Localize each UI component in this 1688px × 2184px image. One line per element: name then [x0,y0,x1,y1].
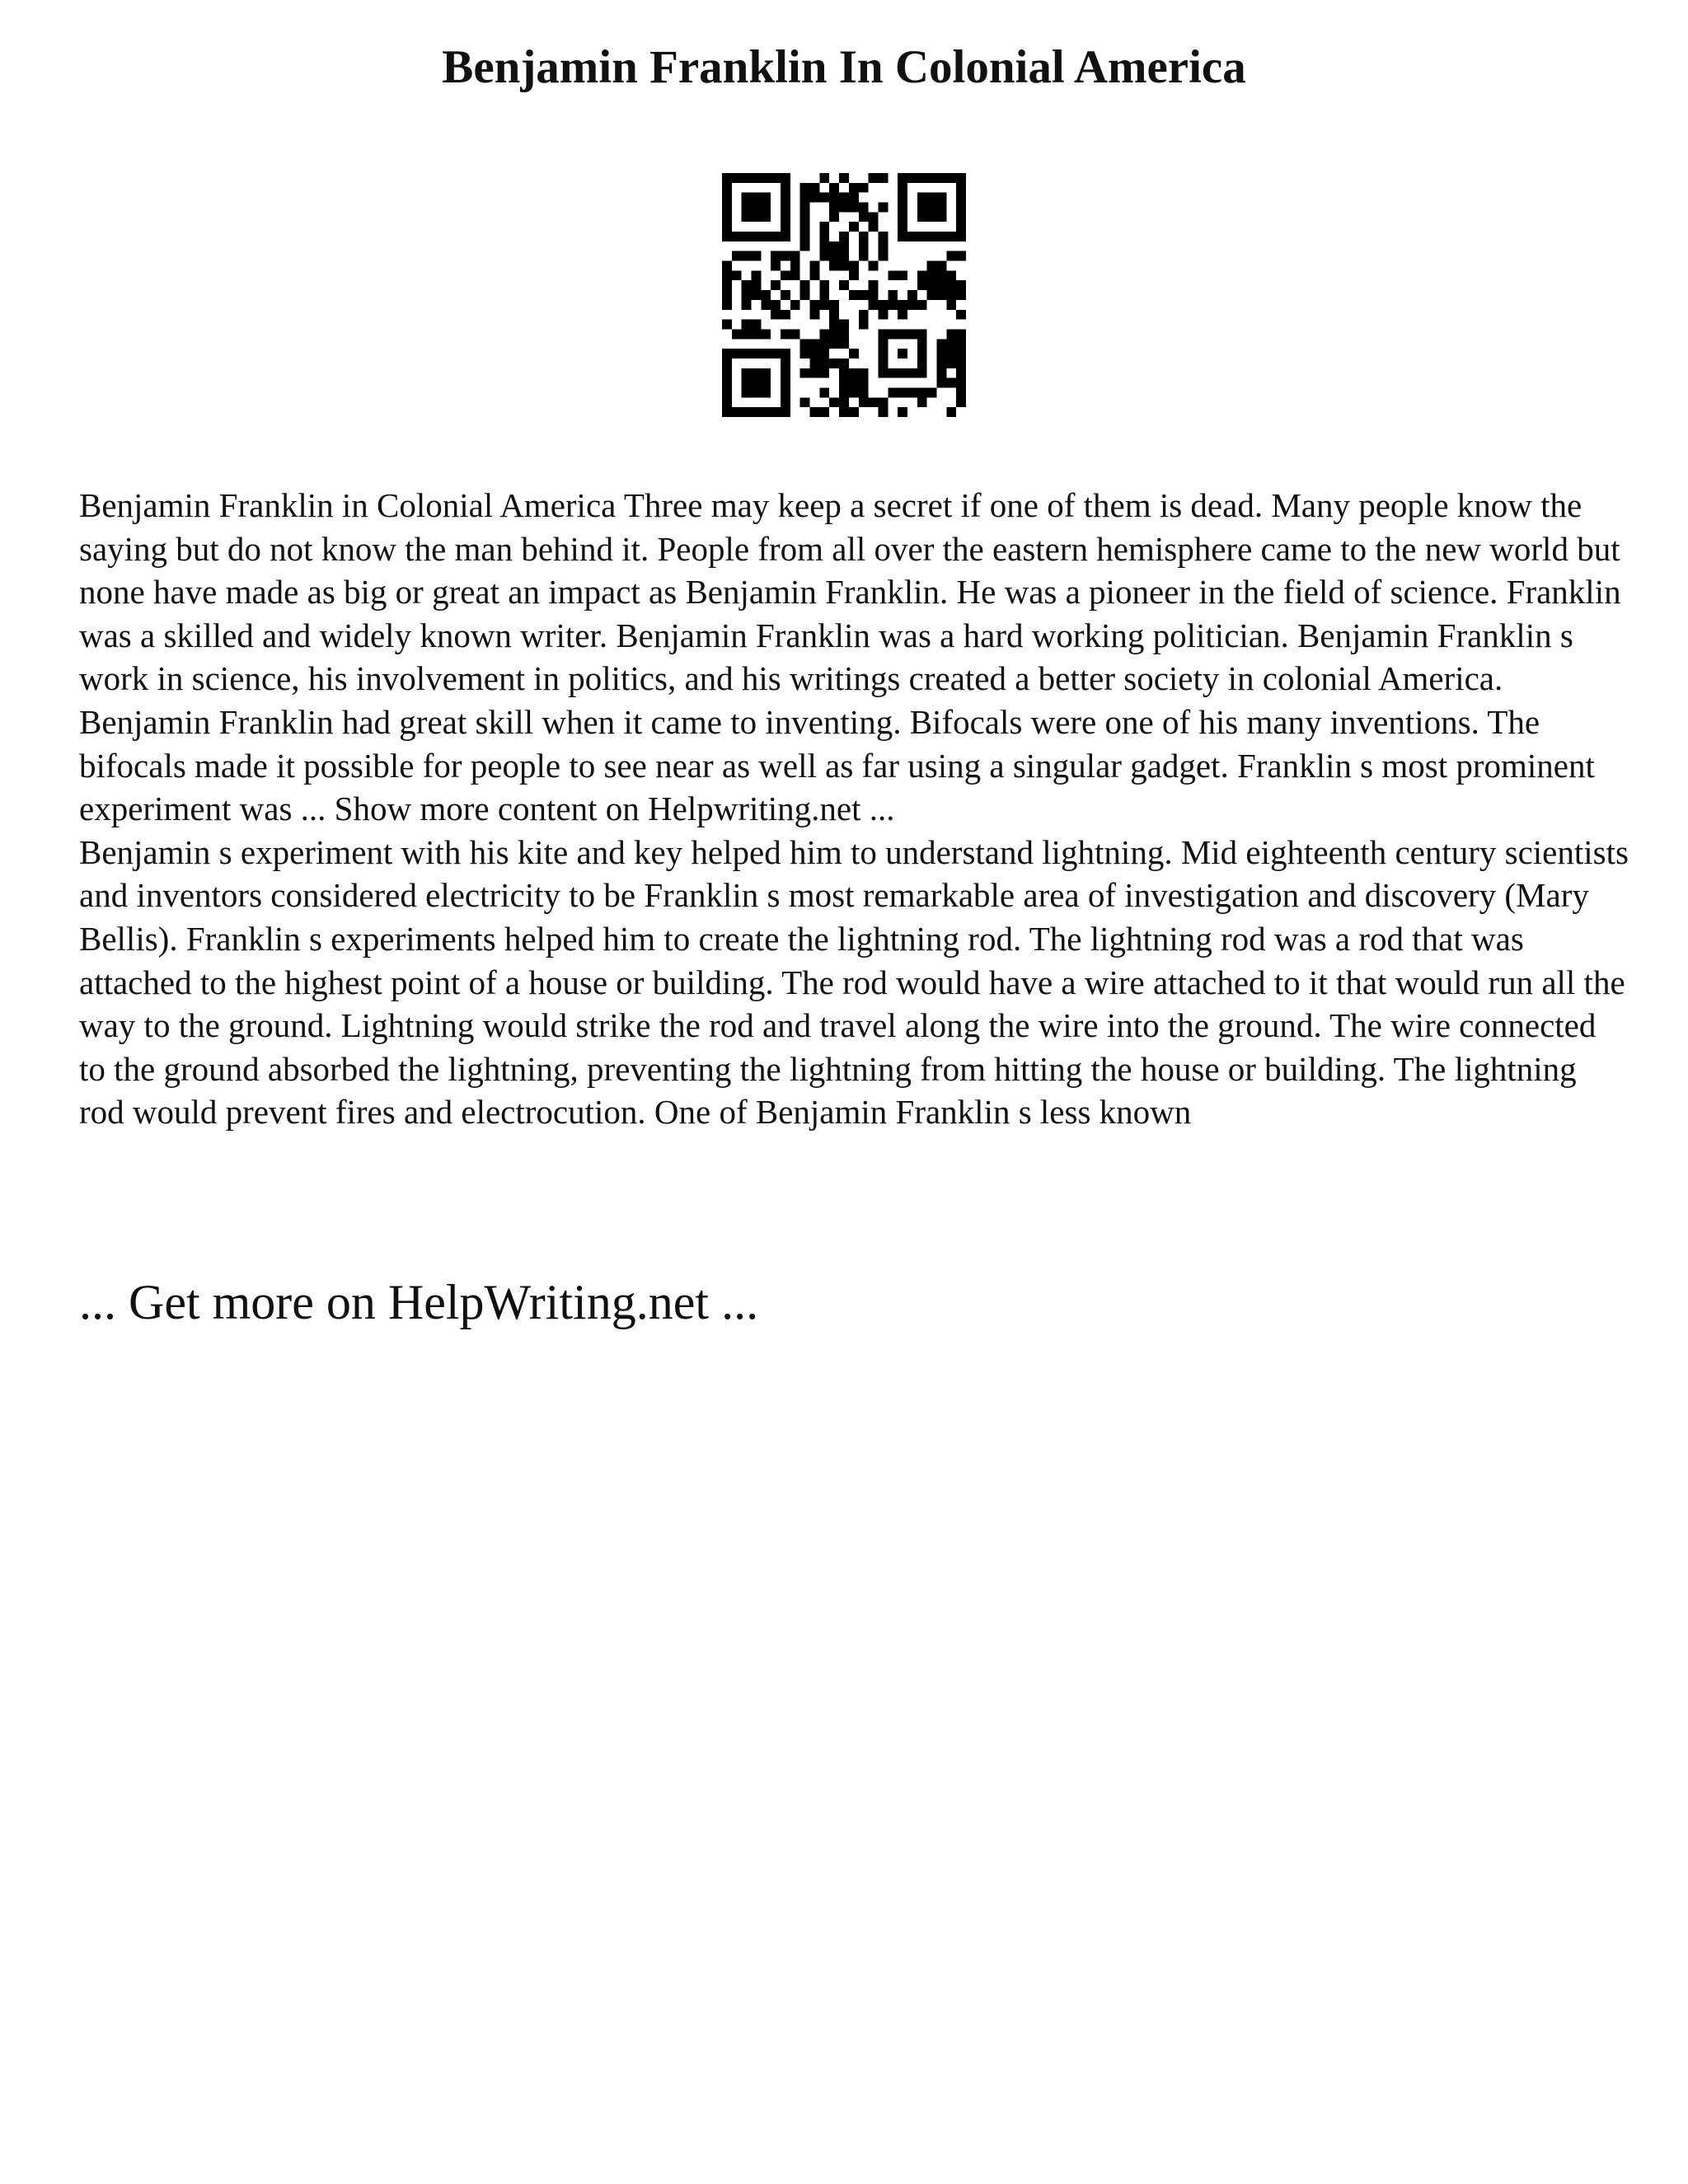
paragraph-1: Benjamin Franklin in Colonial America Three may keep a secret if one of them is dead. Many people know the saying but do not know the man behind it. People from all over the eastern hemisphere came to the new world but none have made as big or great an impact as Benjamin Franklin. He was a pioneer in the field of science. Franklin was a skilled and widely known writer. Benjamin Franklin was a hard working politician. Benjamin Franklin s work in science, his involvement in politics, and his writings created a better society in colonial America. Benjamin Franklin had great skill when it came to inventing. Bifocals were one of his many inventions. The bifocals made it possible for people to see near as well as far using a singular gadget. Franklin s most prominent experiment was ... Show more content on Helpwriting.net ... [79,486,1621,828]
get-more-link[interactable]: ... Get more on HelpWriting.net ... [79,1275,759,1329]
qr-code-icon [722,173,966,417]
body-text [79,484,1629,1134]
page-title: Benjamin Franklin In Colonial America [442,41,1246,93]
paragraph-2: Benjamin s experiment with his kite and key helped him to understand lightning. Mid eighteenth century scientists and inventors considered electricity to be Franklin s most remarkable area of investigation and discovery (Mary Bellis). Franklin s experiments helped him to create the lightning rod. The lightning rod was a rod that was attached to the highest point of a house or building. The rod would have a wire attached to it that would run all the way to the ground. Lightning would strike the rod and travel along the wire into the ground. The wire connected to the ground absorbed the lightning, preventing the lightning from hitting the house or building. The lightning rod would prevent fires and electrocution. One of Benjamin Franklin s less known [79,832,1629,1132]
